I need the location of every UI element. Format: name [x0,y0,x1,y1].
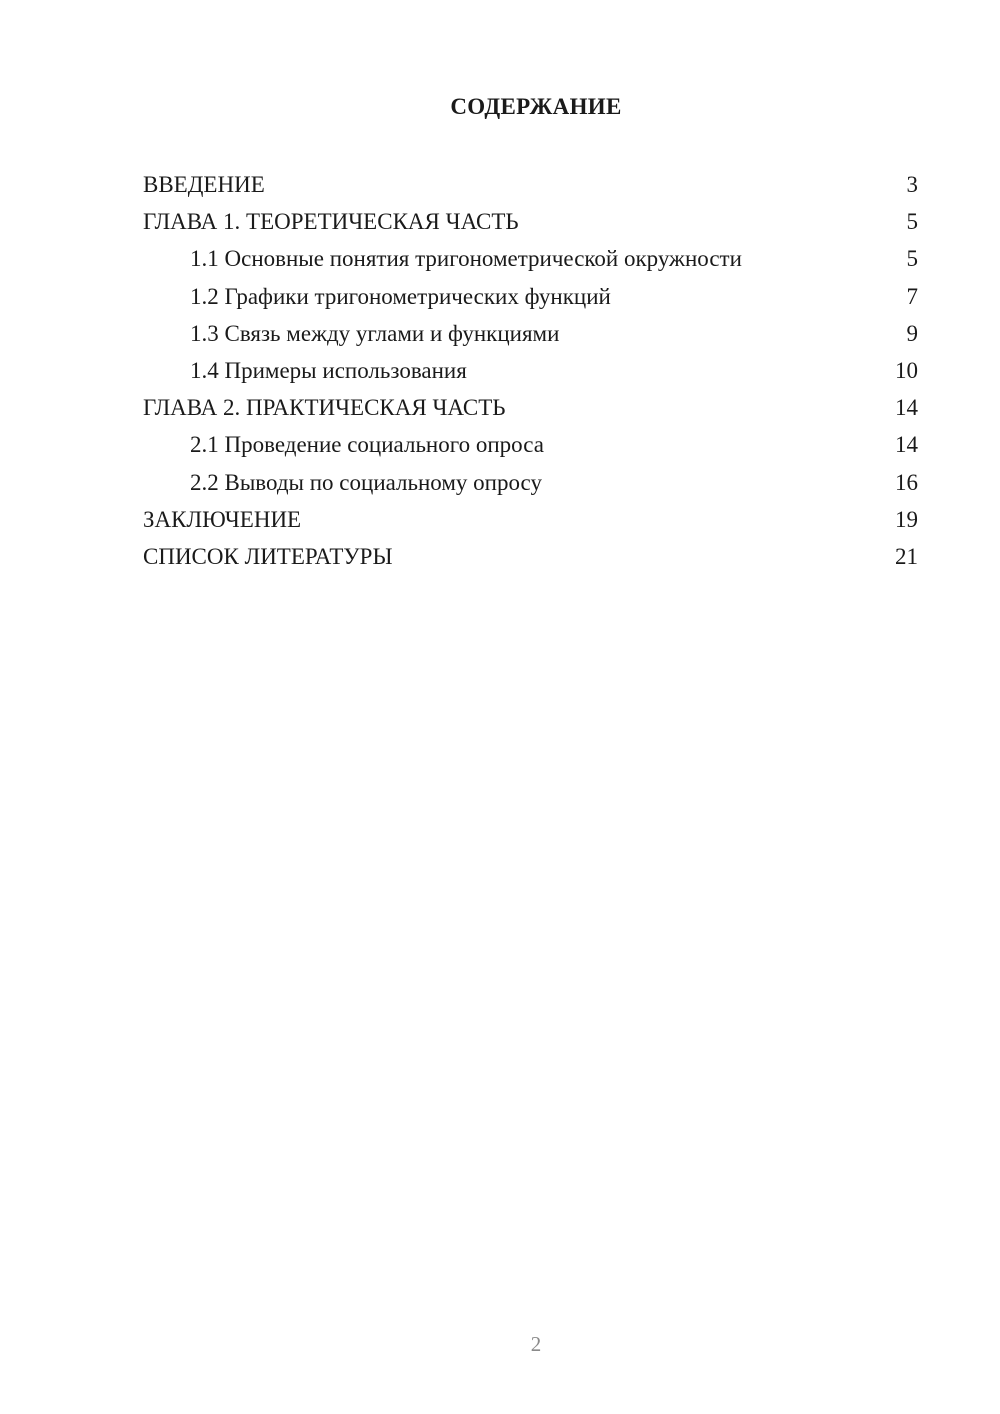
toc-entry-page: 9 [906,320,918,346]
toc-entry-conclusion[interactable] [143,501,918,538]
toc-entry-label: 1.2 Графики тригонометрических функций [190,283,611,309]
toc-entry-section-1-4[interactable] [143,352,918,389]
toc-entry-section-1-3[interactable] [143,315,918,352]
toc-entry-page: 5 [906,246,918,272]
toc-entry-label: 1.4 Примеры использования [190,357,467,383]
toc-entry-label: 2.1 Проведение социального опроса [190,432,544,458]
toc-entry-page: 14 [895,395,918,421]
toc-entry-introduction[interactable] [143,166,918,203]
toc-entry-page: 19 [895,506,918,532]
toc-entry-label: ЗАКЛЮЧЕНИЕ [143,506,302,532]
toc-entry-label: СПИСОК ЛИТЕРАТУРЫ [143,543,393,569]
toc-entry-section-2-2[interactable] [143,464,918,501]
toc-entry-page: 3 [906,172,918,197]
toc-entry-page: 5 [906,209,918,235]
toc-entry-section-1-1[interactable] [143,240,918,277]
toc-entry-page: 10 [895,357,918,383]
toc-entry-section-2-1[interactable] [143,426,918,463]
toc-entry-label: 1.3 Связь между углами и функциями [190,320,560,346]
toc-entry-page: 16 [895,469,918,495]
toc-entry-chapter-1[interactable] [143,203,918,240]
toc-entry-page: 7 [906,283,918,309]
toc-entry-label: ГЛАВА 1. ТЕОРЕТИЧЕСКАЯ ЧАСТЬ [143,209,519,235]
page-title: СОДЕРЖАНИЕ [450,94,622,119]
toc-entry-page: 14 [895,432,918,458]
toc-entry-chapter-2[interactable] [143,389,918,426]
toc-entry-label: ВВЕДЕНИЕ [143,172,265,197]
table-of-contents [143,166,918,575]
toc-entry-section-1-2[interactable] [143,278,918,315]
page-number: 2 [530,1332,542,1356]
toc-entry-page: 21 [895,543,918,569]
toc-entry-label: ГЛАВА 2. ПРАКТИЧЕСКАЯ ЧАСТЬ [143,395,506,421]
toc-entry-label: 2.2 Выводы по социальному опросу [190,469,542,495]
toc-entry-references[interactable] [143,538,918,575]
toc-entry-label: 1.1 Основные понятия тригонометрической окружности [190,246,742,272]
